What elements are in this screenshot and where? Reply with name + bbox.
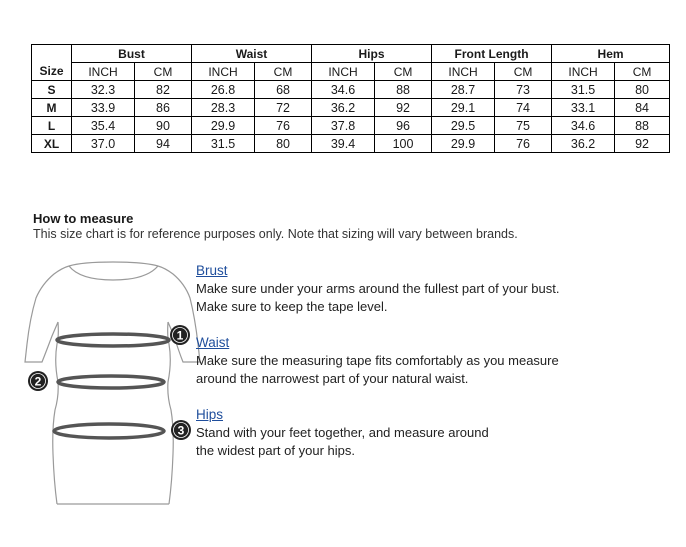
unit-header: CM (615, 63, 670, 81)
table-cell: 72 (255, 99, 312, 117)
unit-header: CM (255, 63, 312, 81)
table-cell: 37.0 (72, 135, 135, 153)
table-cell: 34.6 (312, 81, 375, 99)
group-header-bust: Bust (72, 45, 192, 63)
table-cell: 34.6 (552, 117, 615, 135)
waist-instruction-line: around the narrowest part of your natural waist. (196, 371, 469, 386)
table-cell: 29.9 (432, 135, 495, 153)
table-cell: 88 (615, 117, 670, 135)
waist-section (196, 334, 559, 388)
group-header-hem: Hem (552, 45, 670, 63)
svg-text:1: 1 (176, 328, 184, 343)
table-row (32, 81, 670, 99)
size-label: XL (32, 135, 72, 153)
table-row (32, 99, 670, 117)
hips-section (196, 406, 489, 460)
bust-section (196, 262, 559, 316)
table-cell: 80 (255, 135, 312, 153)
table-cell: 26.8 (192, 81, 255, 99)
unit-header: INCH (432, 63, 495, 81)
table-cell: 39.4 (312, 135, 375, 153)
size-label: S (32, 81, 72, 99)
dress-outline (25, 262, 200, 504)
size-label: L (32, 117, 72, 135)
group-header-row (32, 45, 670, 63)
table-row (32, 117, 670, 135)
table-cell: 92 (375, 99, 432, 117)
bust-instruction-line: Make sure under your arms around the fullest part of your bust. (196, 281, 560, 296)
marker-3 (171, 420, 191, 440)
measuring-tape-waist (58, 376, 164, 388)
group-header-waist: Waist (192, 45, 312, 63)
svg-text:2: 2 (34, 374, 42, 389)
corner-cell (32, 45, 72, 63)
table-cell: 84 (615, 99, 670, 117)
unit-header: INCH (552, 63, 615, 81)
table-cell: 92 (615, 135, 670, 153)
table-cell: 29.9 (192, 117, 255, 135)
table-cell: 80 (615, 81, 670, 99)
table-cell: 33.1 (552, 99, 615, 117)
unit-header: INCH (192, 63, 255, 81)
table-cell: 90 (135, 117, 192, 135)
table-cell: 31.5 (192, 135, 255, 153)
table-cell: 82 (135, 81, 192, 99)
table-cell: 74 (495, 99, 552, 117)
table-cell: 76 (495, 135, 552, 153)
waist-heading-link[interactable]: Waist (196, 335, 230, 350)
table-cell: 68 (255, 81, 312, 99)
waist-instruction-line: Make sure the measuring tape fits comfortably as you measure (196, 353, 559, 368)
unit-header: CM (375, 63, 432, 81)
table-cell: 96 (375, 117, 432, 135)
table-cell: 29.5 (432, 117, 495, 135)
table-cell: 29.1 (432, 99, 495, 117)
size-chart-table (31, 44, 670, 153)
group-header-front-length: Front Length (432, 45, 552, 63)
size-column-header: Size (32, 63, 72, 81)
table-row (32, 135, 670, 153)
table-cell: 37.8 (312, 117, 375, 135)
hips-heading-link[interactable]: Hips (196, 407, 224, 422)
group-header-hips: Hips (312, 45, 432, 63)
measuring-tape-hips (54, 424, 164, 438)
table-cell: 100 (375, 135, 432, 153)
table-cell: 94 (135, 135, 192, 153)
measuring-tape-bust (57, 334, 169, 346)
table-cell: 75 (495, 117, 552, 135)
marker-1 (170, 325, 190, 345)
table-cell: 32.3 (72, 81, 135, 99)
table-cell: 76 (255, 117, 312, 135)
how-to-measure-title: How to measure (33, 211, 134, 226)
table-cell: 28.3 (192, 99, 255, 117)
hips-instruction-line: Stand with your feet together, and measure around (196, 425, 489, 440)
unit-header: CM (495, 63, 552, 81)
table-cell: 31.5 (552, 81, 615, 99)
dress-illustration (22, 258, 204, 510)
table-cell: 36.2 (552, 135, 615, 153)
bust-heading-link[interactable]: Brust (196, 263, 228, 278)
table-cell: 28.7 (432, 81, 495, 99)
table-cell: 88 (375, 81, 432, 99)
svg-text:3: 3 (177, 423, 185, 438)
table-cell: 33.9 (72, 99, 135, 117)
size-label: M (32, 99, 72, 117)
bust-instruction-line: Make sure to keep the tape level. (196, 299, 388, 314)
table-cell: 86 (135, 99, 192, 117)
unit-header: CM (135, 63, 192, 81)
hips-instruction-line: the widest part of your hips. (196, 443, 355, 458)
table-cell: 36.2 (312, 99, 375, 117)
reference-note: This size chart is for reference purposes only. Note that sizing will vary between brands. (33, 227, 518, 241)
unit-header-row (32, 63, 670, 81)
table-cell: 35.4 (72, 117, 135, 135)
unit-header: INCH (312, 63, 375, 81)
table-cell: 73 (495, 81, 552, 99)
marker-2 (28, 371, 48, 391)
unit-header: INCH (72, 63, 135, 81)
